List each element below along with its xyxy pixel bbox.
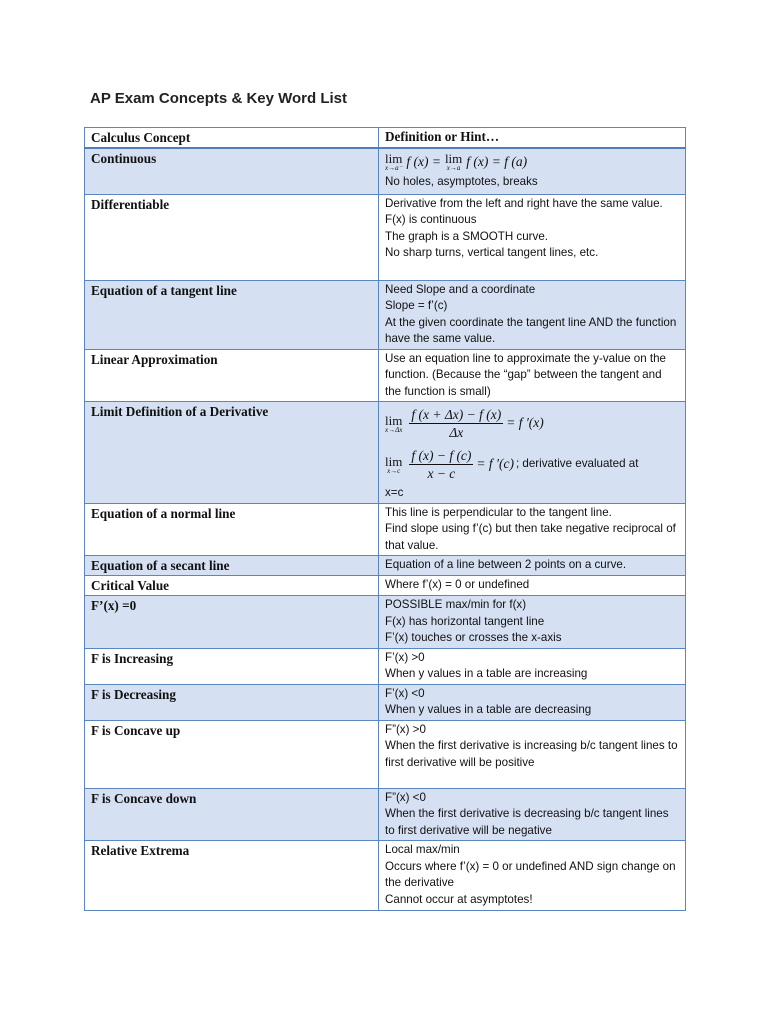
definition-line: x=c (385, 486, 404, 499)
table-row (85, 503, 686, 556)
header-definition: Definition or Hint… (379, 128, 686, 149)
definition-cell (379, 596, 686, 649)
definition-line: F’(x) >0 (385, 650, 425, 664)
concept-cell: Equation of a tangent line (85, 280, 379, 349)
table-row (85, 648, 686, 684)
definition-line: Derivative from the left and right have the same value. (385, 196, 663, 210)
limit-operator: lim x→Δx (385, 412, 403, 434)
definition-line: F’(x) touches or crosses the x-axis (385, 631, 562, 644)
table-row (85, 720, 686, 788)
definition-cell (379, 648, 686, 684)
definition-line: Slope = f’(c) (385, 299, 448, 312)
definition-line: At the given coordinate the tangent line AND the function have the same value. (385, 315, 677, 345)
concept-cell: Equation of a normal line (85, 503, 379, 556)
page-title: AP Exam Concepts & Key Word List (90, 90, 348, 107)
definition-cell (379, 556, 686, 576)
concept-cell: F is Concave up (85, 720, 379, 788)
definition-line: The graph is a SMOOTH curve. (385, 229, 549, 243)
derivative-formula-1: lim x→Δx $\frac{f (x + \Delta x) - f (x)}{\Delta x}$ = f ′(x) (385, 407, 544, 440)
table-row (85, 280, 686, 349)
definition-cell (379, 503, 686, 556)
definition-cell (379, 280, 686, 349)
definition-line: When y values in a table are decreasing (385, 703, 592, 716)
definition-line: Use an equation line to approximate the y-value on the function. (Because the “gap” between the tangent and the function is small) (385, 351, 667, 398)
table-row (85, 349, 686, 402)
concept-cell: Continuous (85, 148, 379, 194)
table-header-row (85, 128, 686, 149)
definition-line: Local max/min (385, 843, 460, 856)
definition-cell (379, 148, 686, 194)
table-row (85, 402, 686, 504)
table-row (85, 194, 686, 280)
definition-line: No holes, asymptotes, breaks (385, 175, 538, 188)
limit-right: lim x→a (444, 151, 463, 172)
table-row (85, 576, 686, 596)
definition-line: When the first derivative is decreasing b/c tangent lines to first derivative will be negative (385, 807, 669, 837)
concept-cell: F is Increasing (85, 648, 379, 684)
definition-line: Need Slope and a coordinate (385, 282, 536, 296)
concept-cell: Critical Value (85, 576, 379, 596)
definition-cell (379, 576, 686, 596)
definition-line: Cannot occur at asymptotes! (385, 892, 533, 906)
definition-line: F”(x) <0 (385, 790, 426, 804)
definition-line: F(x) is continuous (385, 213, 477, 226)
definition-line: POSSIBLE max/min for f(x) (385, 598, 527, 611)
definition-cell (379, 684, 686, 720)
difference-quotient: $\frac{f (x + \Delta x) - f (x)}{\Delta x}$ (411, 407, 502, 440)
table-row (85, 556, 686, 576)
table-row (85, 596, 686, 649)
definition-line: Find slope using f’(c) but then take negative reciprocal of that value. (385, 522, 676, 552)
definition-cell (379, 720, 686, 788)
definition-line: When y values in a table are increasing (385, 667, 588, 680)
concept-cell: F is Decreasing (85, 684, 379, 720)
limit-operator: lim x→c (385, 453, 403, 475)
definition-line: This line is perpendicular to the tangent line. (385, 505, 612, 519)
definition-line: F(x) has horizontal tangent line (385, 614, 545, 628)
definition-cell (379, 349, 686, 402)
concept-cell: F’(x) =0 (85, 596, 379, 649)
concept-cell: Linear Approximation (85, 349, 379, 402)
definition-line: When the first derivative is increasing b/c tangent lines to first derivative will be positive (385, 739, 678, 769)
header-concept: Calculus Concept (85, 128, 379, 149)
concept-cell: Limit Definition of a Derivative (85, 402, 379, 504)
definition-cell (379, 194, 686, 280)
definition-line: F’(x) <0 (385, 686, 425, 700)
concept-cell: Differentiable (85, 194, 379, 280)
concept-cell: Equation of a secant line (85, 556, 379, 576)
definition-cell (379, 841, 686, 911)
definition-cell (379, 788, 686, 841)
definition-cell (379, 402, 686, 504)
table-row (85, 841, 686, 911)
definition-line: Equation of a line between 2 points on a curve. (385, 558, 627, 571)
continuity-formula: lim x→a⁻ f (x) = lim x→a f (x) = f (a) (385, 151, 528, 172)
definition-line: Occurs where f’(x) = 0 or undefined AND sign change on the derivative (385, 859, 676, 889)
definition-line: Where f’(x) = 0 or undefined (385, 578, 530, 591)
difference-quotient: $\frac{f (x) - f (c)}{x - c}$ (411, 448, 472, 481)
definition-line: F”(x) >0 (385, 722, 426, 736)
derivative-formula-2: lim x→c $\frac{f (x) - f (c)}{x - c}$ = f ′(c) ; derivative evaluated at (385, 448, 639, 481)
concept-cell: F is Concave down (85, 788, 379, 841)
concept-table (84, 127, 686, 911)
table-row (85, 788, 686, 841)
concept-cell: Relative Extrema (85, 841, 379, 911)
table-row (85, 148, 686, 194)
formula-note: ; derivative evaluated at (515, 457, 639, 471)
limit-left: lim x→a⁻ (385, 151, 403, 172)
table-row (85, 684, 686, 720)
definition-line: No sharp turns, vertical tangent lines, etc. (385, 246, 599, 259)
